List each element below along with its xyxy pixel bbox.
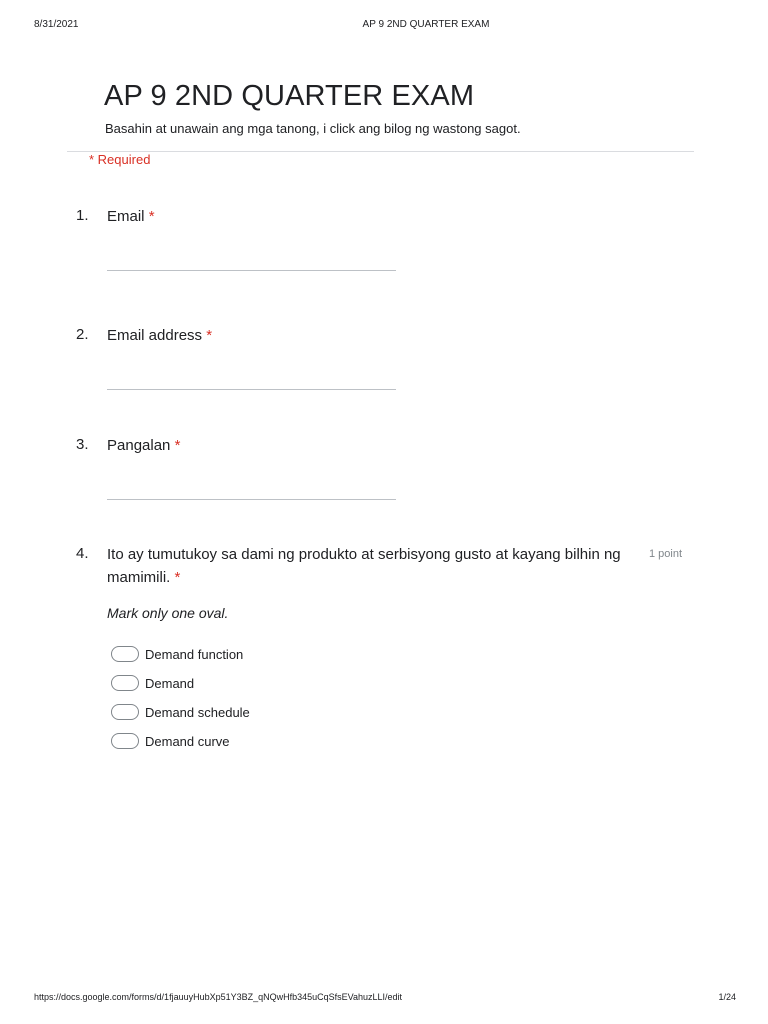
question-3-number: 3.: [76, 436, 89, 453]
required-star: *: [174, 437, 181, 454]
question-label-text: Email: [107, 208, 145, 225]
points-badge: 1 point: [649, 548, 683, 560]
email-address-answer-field[interactable]: [107, 389, 396, 390]
question-label-text: Email address: [107, 327, 203, 344]
question-1-label: [107, 205, 155, 228]
header-divider: [67, 151, 694, 152]
option-label: Demand curve: [145, 733, 230, 749]
option-demand[interactable]: [111, 674, 194, 692]
question-1-number: 1.: [76, 207, 89, 224]
page-number: 1/24: [718, 992, 736, 1002]
required-note: * Required: [89, 152, 151, 167]
form-title: AP 9 2ND QUARTER EXAM: [104, 80, 475, 112]
question-2-number: 2.: [76, 326, 89, 343]
print-title: AP 9 2ND QUARTER EXAM: [362, 19, 490, 30]
print-url: https://docs.google.com/forms/d/1fjauuyHubXp51Y3BZ_qNQwHfb345uCqSfsEVahuzLLI/edit: [34, 992, 403, 1002]
question-2-label: [107, 324, 212, 347]
question-label-text: Ito ay tumutukoy sa dami ng produkto at serbisyong gusto at kayang bilhin ng mamimili.: [107, 546, 621, 586]
option-demand-schedule[interactable]: [111, 703, 250, 721]
question-label-text: Pangalan: [107, 437, 171, 454]
print-date: 8/31/2021: [34, 19, 79, 30]
required-star: *: [206, 327, 213, 344]
option-label: Demand function: [145, 646, 244, 662]
option-demand-curve[interactable]: [111, 732, 230, 750]
form-description: Basahin at unawain ang mga tanong, i click ang bilog ng wastong sagot.: [105, 121, 521, 136]
radio-oval[interactable]: [111, 704, 139, 720]
question-4-number: 4.: [76, 545, 89, 562]
required-star: *: [174, 569, 181, 586]
option-demand-function[interactable]: [111, 645, 243, 663]
radio-oval[interactable]: [111, 675, 139, 691]
option-label: Demand schedule: [145, 704, 250, 720]
question-4-label: [107, 543, 642, 589]
radio-oval[interactable]: [111, 646, 139, 662]
pangalan-answer-field[interactable]: [107, 499, 396, 500]
email-answer-field[interactable]: [107, 270, 396, 271]
question-3-label: [107, 434, 180, 457]
radio-oval[interactable]: [111, 733, 139, 749]
required-star: *: [148, 208, 155, 225]
option-label: Demand: [145, 675, 195, 691]
instruction-text: Mark only one oval.: [107, 605, 229, 621]
